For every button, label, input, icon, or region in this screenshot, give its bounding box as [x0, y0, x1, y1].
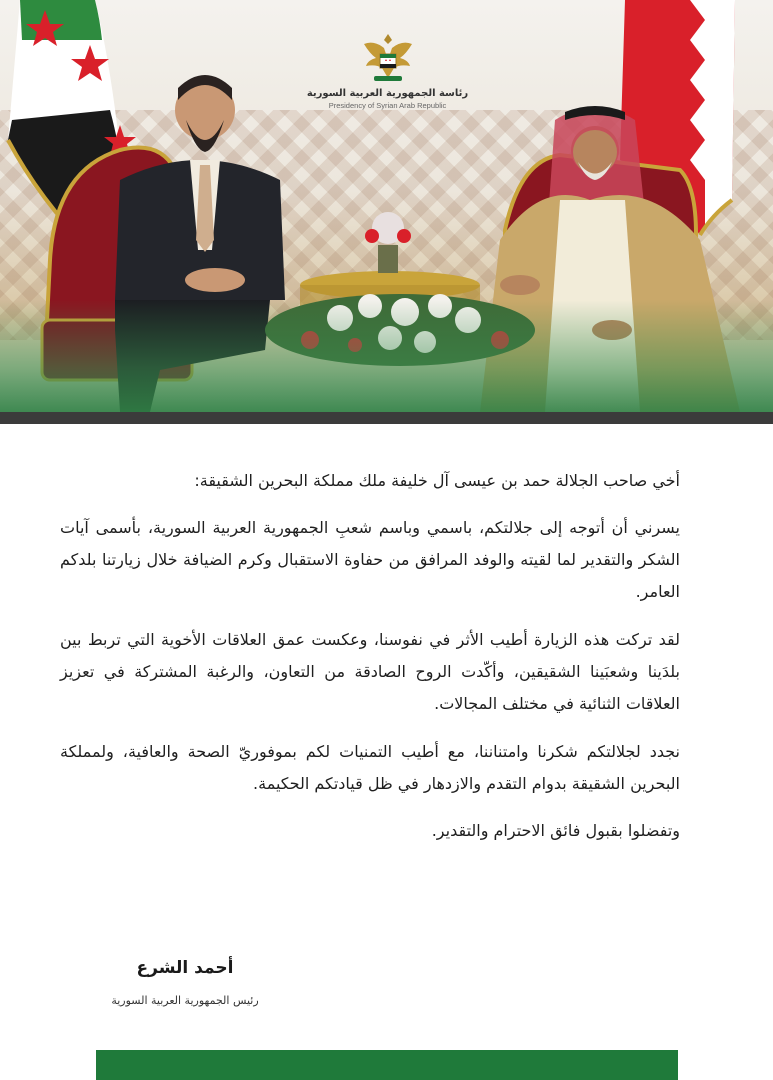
header-photo: [0, 0, 773, 424]
eagle-emblem-icon: [360, 30, 416, 84]
header-divider: [0, 412, 773, 424]
letter-paragraph-3: نجدد لجلالتكم شكرنا وامتناننا، مع أطيب التمنيات لكم بموفوريّ الصحة والعافية، ولمملكة البحرين الشقيقة بدوام التقدم والازدهار في ظل قيادتكم الحكيمة.: [60, 742, 680, 793]
signatory-name: أحمد الشرع: [136, 958, 234, 978]
letter-body: [60, 440, 680, 846]
letter-paragraph-2: لقد تركت هذه الزيارة أطيب الأثر في نفوسنا، وعكست عمق العلاقات الأخوية التي تربط بين بلدَينا وشعبَينا الشقيقين، وأكّدت الروح الصادقة من التعاون، والرغبة المشتركة في تعزيز العلاقات الثنائية في مختلف المجالات.: [60, 630, 680, 713]
letter-paragraph-1: يسرني أن أتوجه إلى جلالتكم، باسمي وباسم شعبِ الجمهورية العربية السورية، بأسمى آيات الشكر والتقدير لما لقيته والوفد المرافق من حفاوة الاستقبال وكرم الضيافة خلال زيارتنا بلدكم العامر.: [60, 518, 680, 601]
signatory-title: رئيس الجمهورية العربية السورية: [111, 994, 259, 1007]
signature-block: [90, 958, 280, 1007]
presidency-logo: [300, 30, 475, 110]
logo-arabic-text: رئاسة الجمهورية العربية السورية: [306, 88, 469, 99]
letter-closing: وتفضلوا بقبول فائق الاحترام والتقدير.: [431, 821, 680, 840]
footer-green-bar: [96, 1050, 678, 1080]
letter-salutation: أخي صاحب الجلالة حمد بن عيسى آل خليفة ملك مملكة البحرين الشقيقة:: [194, 471, 680, 490]
logo-english-text: Presidency of Syrian Arab Republic: [328, 101, 447, 110]
green-gradient-overlay: [0, 300, 773, 424]
